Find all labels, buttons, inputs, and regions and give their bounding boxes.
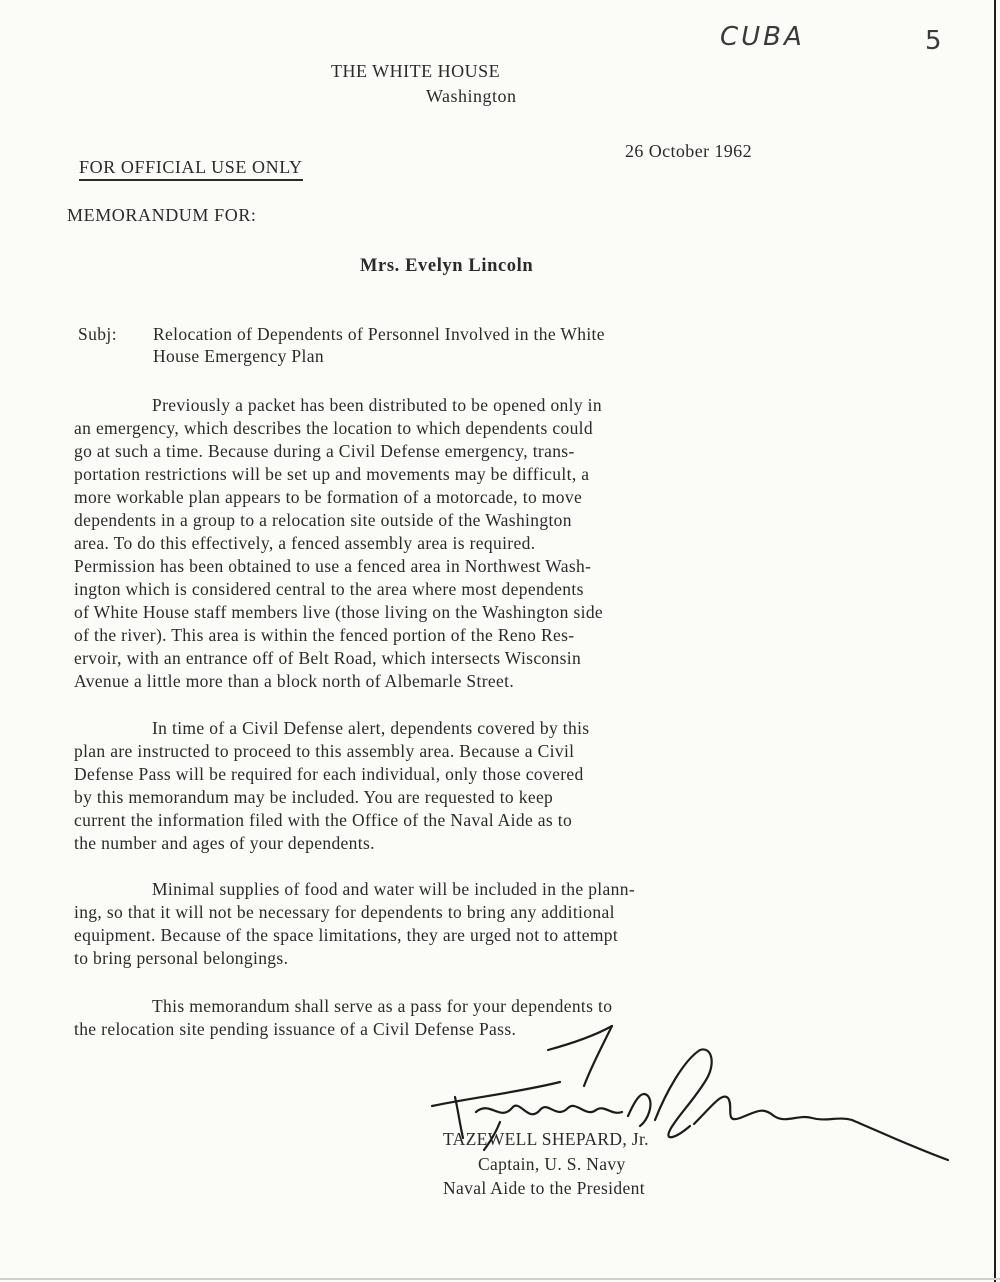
paragraph-line: by this memorandum may be included. You are requested to keep [74, 787, 554, 807]
signature-stroke [852, 1120, 948, 1160]
recipient-name: Mrs. Evelyn Lincoln [360, 256, 534, 276]
paragraph-line: Minimal supplies of food and water will be included in the plann- [152, 879, 635, 899]
paragraph-line: to bring personal belongings. [74, 948, 289, 968]
paragraph-line: an emergency, which describes the location to which dependents could [74, 418, 593, 438]
subject-line: House Emergency Plan [153, 346, 324, 366]
paragraph-line: the number and ages of your dependents. [74, 833, 375, 853]
signature-stroke [628, 1094, 650, 1126]
signer-title: Naval Aide to the President [443, 1178, 645, 1198]
signer-name: TAZEWELL SHEPARD, Jr. [443, 1129, 649, 1149]
paragraph-2 [74, 717, 589, 855]
paragraph-line: ervoir, with an entrance off of Belt Road, which intersects Wisconsin [74, 648, 582, 668]
paragraph-line: ing, so that it will not be necessary for dependents to bring any additional [74, 902, 615, 922]
paragraph-line: Permission has been obtained to use a fenced area in Northwest Wash- [74, 556, 592, 576]
page-edge-bottom [0, 1278, 1000, 1280]
paragraph-line: area. To do this effectively, a fenced assembly area is required. [74, 533, 536, 553]
paragraph-line: This memorandum shall serve as a pass for your dependents to [152, 996, 613, 1016]
handwritten-topic: CUBA [720, 22, 805, 52]
classification-label: FOR OFFICIAL USE ONLY [79, 157, 303, 181]
signature-stroke [694, 1097, 852, 1124]
paragraph-line: Defense Pass will be required for each individual, only those covered [74, 764, 584, 784]
subject-label: Subj: [78, 324, 117, 344]
paragraph-line: current the information filed with the Office of the Naval Aide as to [74, 810, 573, 830]
paragraph-line: Avenue a little more than a block north of Albemarle Street. [74, 671, 515, 691]
paragraph-line: the relocation site pending issuance of a Civil Defense Pass. [74, 1019, 517, 1039]
paragraph-4 [74, 995, 612, 1041]
paragraph-line: of White House staff members live (those living on the Washington side [74, 602, 604, 622]
letterhead-title: THE WHITE HOUSE [331, 61, 501, 81]
paragraph-line: more workable plan appears to be formation of a motorcade, to move [74, 487, 583, 507]
signature-stroke [432, 1082, 560, 1106]
paragraph-line: ington which is considered central to the area where most dependents [74, 579, 584, 599]
signature-stroke [655, 1049, 712, 1137]
handwritten-number: 5 [925, 26, 945, 56]
memo-for-label: MEMORANDUM FOR: [67, 205, 257, 225]
paragraph-line: portation restrictions will be set up and movements may be difficult, a [74, 464, 590, 484]
paragraph-3 [74, 878, 635, 970]
subject-line: Relocation of Dependents of Personnel Involved in the White [153, 324, 605, 344]
page-edge-right [994, 0, 996, 1282]
letterhead-city: Washington [426, 86, 517, 106]
paragraph-line: plan are instructed to proceed to this assembly area. Because a Civil [74, 741, 575, 761]
paragraph-line: go at such a time. Because during a Civil Defense emergency, trans- [74, 441, 575, 461]
signer-rank: Captain, U. S. Navy [478, 1154, 626, 1174]
paragraph-line: equipment. Because of the space limitations, they are urged not to attempt [74, 925, 619, 945]
paragraph-line: Previously a packet has been distributed to be opened only in [152, 395, 602, 415]
paragraph-1 [74, 394, 603, 693]
memo-date: 26 October 1962 [625, 141, 752, 161]
paragraph-line: of the river). This area is within the fenced portion of the Reno Res- [74, 625, 575, 645]
signature-stroke [476, 1106, 622, 1115]
paragraph-line: dependents in a group to a relocation site outside of the Washington [74, 510, 572, 530]
paragraph-line: In time of a Civil Defense alert, dependents covered by this [152, 718, 590, 738]
